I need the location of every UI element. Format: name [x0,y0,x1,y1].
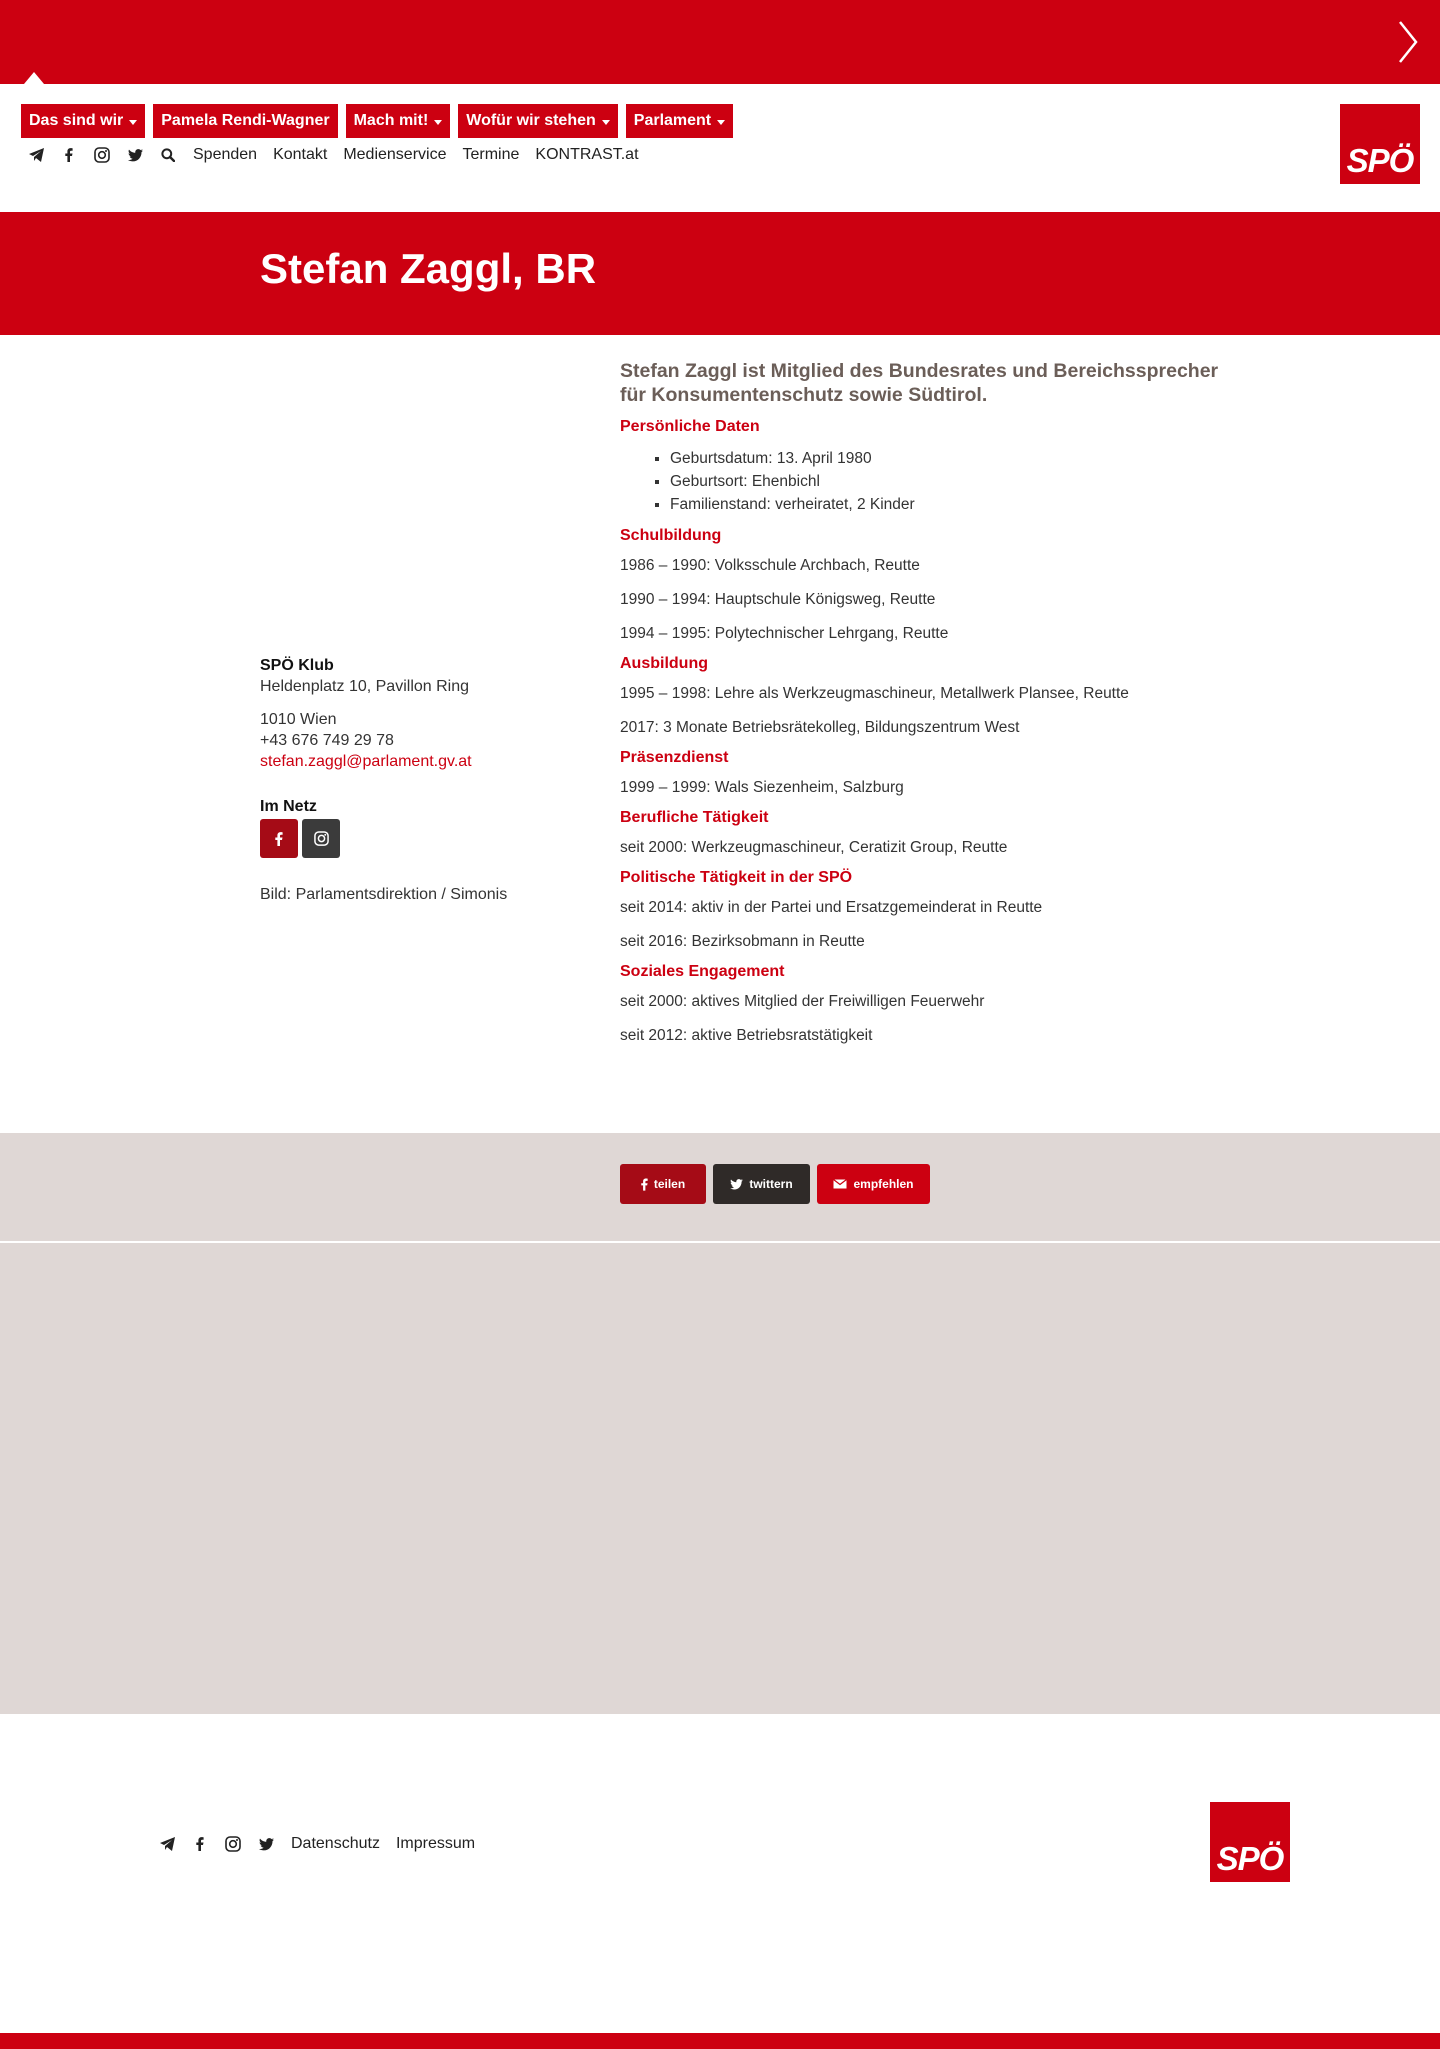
share-label: twittern [749,1177,793,1191]
section-heading: Berufliche Tätigkeit [620,809,769,826]
address-line: Heldenplatz 10, Pavillon Ring [260,678,470,695]
page-title: Stefan Zaggl, BR [260,245,597,292]
section-item: 2017: 3 Monate Betriebsrätekolleg, Bildungszentrum West [620,719,1020,736]
section-item: 1990 – 1994: Hauptschule Königsweg, Reutte [620,591,936,608]
section-item: seit 2012: aktive Betriebsratstätigkeit [620,1027,873,1044]
phone-line: +43 676 749 29 78 [260,732,394,749]
section-item: seit 2000: Werkzeugmaschineur, Ceratizit Group, Reutte [620,839,1008,856]
top-banner [0,0,1440,84]
title-band [0,212,1440,335]
chevron-right-icon[interactable] [1392,18,1422,66]
instagram-icon[interactable] [225,1836,241,1852]
share-buttons [620,1164,930,1204]
biography-content [620,359,1240,1046]
link-kontakt[interactable]: Kontakt [273,146,328,163]
section-item: seit 2000: aktives Mitglied der Freiwilligen Feuerwehr [620,993,985,1010]
link-medienservice[interactable]: Medienservice [343,146,447,163]
facebook-profile-button[interactable] [260,819,298,858]
footer-nav [159,1833,491,1855]
share-email-button[interactable] [817,1164,930,1204]
share-label: teilen [653,1177,686,1191]
link-termine[interactable]: Termine [462,146,520,163]
facebook-icon [275,832,283,846]
sub-nav [28,144,655,166]
section-item: 1986 – 1990: Volksschule Archbach, Reutte [620,557,920,574]
section-item: 1995 – 1998: Lehre als Werkzeugmaschineur, Metallwerk Plansee, Reutte [620,685,1129,702]
twitter-icon[interactable] [258,1836,274,1852]
instagram-icon [314,831,329,846]
nav-label: Das sind wir [29,112,124,129]
share-band [0,1133,1440,1241]
section-item: 1999 – 1999: Wals Siezenheim, Salzburg [620,779,904,796]
twitter-icon[interactable] [127,147,143,163]
gray-content-area [0,1243,1440,1714]
main-nav [21,104,733,138]
section-item: 1994 – 1995: Polytechnischer Lehrgang, Reutte [620,625,949,642]
search-icon[interactable] [160,147,176,163]
twitter-icon [730,1179,743,1190]
list-item: ▪ Geburtsort: Ehenbichl [670,470,1240,493]
facebook-icon [641,1178,648,1191]
section-heading: Ausbildung [620,655,708,672]
logo-text: SPÖ [1216,1840,1284,1877]
bottom-bar [0,2033,1440,2049]
link-spenden[interactable]: Spenden [193,146,258,163]
section-heading: Politische Tätigkeit in der SPÖ [620,869,853,886]
caret-down-icon [129,120,137,125]
link-datenschutz[interactable]: Datenschutz [291,1835,380,1852]
nav-label: Pamela Rendi-Wagner [161,112,330,129]
logo-text: SPÖ [1346,142,1414,179]
nav-label: Wofür wir stehen [466,112,596,129]
spoe-logo-footer[interactable] [1210,1802,1290,1882]
section-heading: Soziales Engagement [620,963,785,980]
nav-parlament[interactable] [626,104,733,138]
section-item: seit 2014: aktiv in der Partei und Ersatzgemeinderat in Reutte [620,899,1043,916]
telegram-icon[interactable] [159,1836,175,1852]
email-link[interactable]: stefan.zaggl@parlament.gv.at [260,753,472,770]
social-buttons [260,819,560,858]
caret-down-icon [602,120,610,125]
list-item: ▪ Familienstand: verheiratet, 2 Kinder [670,493,1240,516]
section-heading-personal: Persönliche Daten [620,418,760,435]
caret-down-icon [717,120,725,125]
caret-down-icon [434,120,442,125]
share-twitter-button[interactable] [713,1164,810,1204]
spoe-logo[interactable] [1340,104,1420,184]
club-name: SPÖ Klub [260,657,334,674]
envelope-icon [833,1179,847,1189]
link-impressum[interactable]: Impressum [395,1835,476,1852]
nav-das-sind-wir[interactable] [21,104,145,138]
social-heading: Im Netz [260,798,317,815]
list-item: ▪ Geburtsdatum: 13. April 1980 [670,447,1240,470]
banner-pointer [24,72,44,84]
facebook-icon[interactable] [61,147,77,163]
instagram-icon[interactable] [94,147,110,163]
telegram-icon[interactable] [28,147,44,163]
personal-data-list [670,447,1240,516]
nav-label: Parlament [633,112,712,129]
link-kontrast[interactable]: KONTRAST.at [535,146,639,163]
section-heading: Schulbildung [620,527,722,544]
nav-mach-mit[interactable] [346,104,451,138]
lead-text: Stefan Zaggl ist Mitglied des Bundesrates und Bereichssprecher für Konsumentenschutz sowie Südtirol. [620,360,1219,406]
image-credit: Bild: Parlamentsdirektion / Simonis [260,886,508,903]
section-heading: Präsenzdienst [620,749,729,766]
nav-wofuer-wir-stehen[interactable] [458,104,618,138]
nav-label: Mach mit! [353,112,429,129]
contact-sidebar [260,655,560,905]
city-line: 1010 Wien [260,711,337,728]
facebook-icon[interactable] [192,1836,208,1852]
nav-pamela-rendi-wagner[interactable] [153,104,337,138]
share-label: empfehlen [853,1177,914,1191]
share-facebook-button[interactable] [620,1164,706,1204]
instagram-profile-button[interactable] [302,819,340,858]
section-item: seit 2016: Bezirksobmann in Reutte [620,933,865,950]
